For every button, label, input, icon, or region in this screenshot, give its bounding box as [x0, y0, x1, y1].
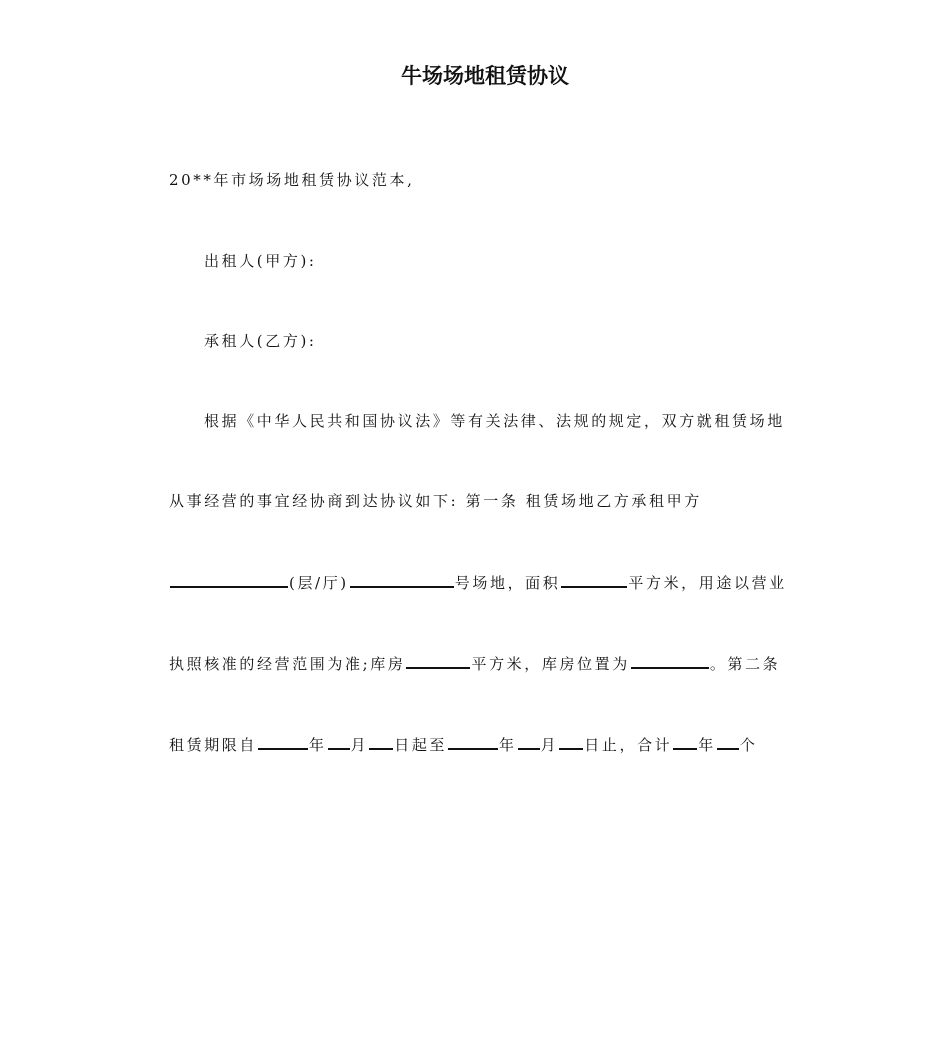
text-article-two: 。第二条	[709, 655, 781, 673]
blank-end-year	[448, 734, 498, 750]
paragraph-line-1: 根据《中华人民共和国协议法》等有关法律、法规的规定，双方就租赁场地	[204, 412, 785, 430]
blank-total-months	[717, 734, 739, 750]
document-title: 牛场场地租赁协议	[401, 64, 569, 88]
text-license-scope: 执照核准的经营范围为准;库房	[169, 655, 406, 673]
blank-start-month	[328, 734, 350, 750]
paragraph-line-2: 从事经营的事宜经协商到达协议如下: 第一条 租赁场地乙方承租甲方	[169, 492, 702, 510]
text-year: 年	[309, 736, 327, 754]
blank-end-month	[518, 734, 540, 750]
text-day-from: 日起至	[394, 736, 448, 754]
text-floor-hall: (层/厅)	[289, 574, 349, 592]
text-term-from: 租赁期限自	[169, 736, 258, 754]
blank-warehouse-area	[406, 653, 470, 669]
text-day-to: 日止，合计	[584, 736, 673, 754]
blank-site-number	[350, 572, 454, 588]
blank-area	[561, 572, 627, 588]
blank-start-year	[258, 734, 308, 750]
text-warehouse-location: 平方米，库房位置为	[471, 655, 630, 673]
text-year: 年	[499, 736, 517, 754]
blank-start-day	[369, 734, 393, 750]
paragraph-line-3	[169, 572, 787, 593]
blank-floor	[170, 572, 288, 588]
paragraph-line-5	[169, 734, 758, 755]
lessee-line: 承租人(乙方):	[204, 332, 317, 350]
text-month: 月	[350, 736, 369, 754]
text-month: 月	[540, 736, 559, 754]
blank-total-years	[673, 734, 697, 750]
lessor-line: 出租人(甲方):	[204, 252, 317, 270]
blank-warehouse-location	[631, 653, 709, 669]
text-purpose: 平方米，用途以营业	[628, 574, 787, 592]
text-unit: 个	[739, 736, 758, 754]
intro-line: 20**年市场场地租赁协议范本,	[169, 171, 415, 189]
text-site-area: 号场地，面积	[454, 574, 561, 592]
blank-end-day	[559, 734, 583, 750]
text-year: 年	[698, 736, 716, 754]
paragraph-line-4	[169, 653, 780, 674]
